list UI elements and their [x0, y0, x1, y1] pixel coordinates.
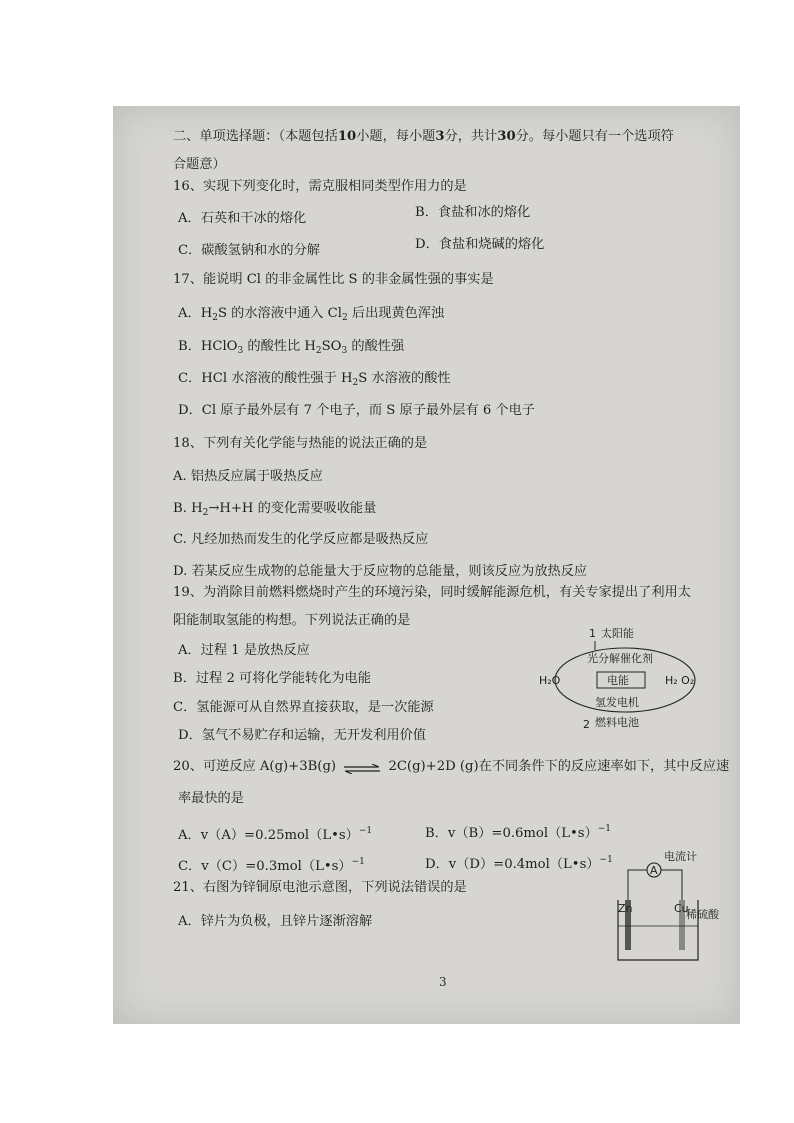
q19-option-a: A．过程 1 是放热反应 — [178, 643, 310, 658]
q19-stem-cont: 阳能制取氢能的构想。下列说法正确的是 — [173, 613, 411, 628]
wire-left — [628, 870, 647, 900]
q18-option-d: D. 若某反应生成物的总能量大于反应物的总能量，则该反应为放热反应 — [173, 564, 588, 579]
q20-stem: 20、可逆反应 A(g)+3B(g) 2C(g)+2D (g)在不同条件下的反应速率如下，其中反应速 — [173, 759, 730, 774]
q17-option-a: A．$H_2S$ 的水溶液中通入 $Cl_2$ 后出现黄色浑浊 — [178, 306, 445, 323]
zinc-label: Zn — [618, 902, 633, 915]
wire-right — [661, 870, 682, 900]
q20-option-a: A．v（A）=0.25mol（L•s）$^{-1}$ — [178, 826, 373, 843]
process-1-label: 1 — [589, 627, 596, 640]
galvanometer-label: 电流计 — [664, 850, 697, 863]
equilibrium-arrow-icon — [342, 762, 382, 772]
q17-stem: 17、能说明 Cl 的非金属性比 S 的非金属性强的事实是 — [173, 272, 494, 287]
q21-stem: 21、右图为锌铜原电池示意图，下列说法错误的是 — [173, 880, 467, 895]
q20-option-b: B．v（B）=0.6mol（L•s）$^{-1}$ — [425, 824, 612, 841]
catalyst-label: 光分解催化剂 — [587, 652, 653, 665]
acid-label: 稀硫酸 — [686, 908, 719, 921]
q21-option-a: A．锌片为负极，且锌片逐渐溶解 — [178, 914, 373, 929]
copper-label: Cu — [674, 902, 689, 915]
q16-stem: 16、实现下列变化时，需克服相同类型作用力的是 — [173, 179, 467, 194]
galvanometer-symbol: A — [650, 864, 658, 877]
q16-option-a: A．石英和干冰的熔化 — [178, 211, 307, 226]
q19-option-d: D．氢气不易贮存和运输，无开发利用价值 — [178, 728, 426, 743]
hydrogen-oxygen-label: H₂ O₂ — [665, 674, 695, 687]
solar-hydrogen-cycle-diagram — [535, 622, 715, 762]
q17-option-b: B．HClO$_3$ 的酸性比 $H_2SO_3$ 的酸性强 — [178, 339, 405, 356]
q19-stem: 19、为消除目前燃料燃烧时产生的环境污染，同时缓解能源危机，有关专家提出了利用太 — [173, 585, 691, 600]
electric-energy-label: 电能 — [607, 674, 629, 687]
process-2-label: 2 — [583, 718, 590, 731]
solar-energy-label: 太阳能 — [601, 627, 634, 640]
q19-option-b: B．过程 2 可将化学能转化为电能 — [173, 671, 371, 686]
q18-option-a: A. 铝热反应属于吸热反应 — [173, 469, 323, 484]
zinc-copper-cell-diagram — [612, 848, 722, 968]
q16-option-b: B．食盐和冰的熔化 — [415, 205, 531, 220]
page-number: 3 — [439, 975, 447, 989]
q18-option-b: B. $H_2\to H+H$ 的变化需要吸收能量 — [173, 501, 377, 518]
q19-option-c: C．氢能源可从自然界直接获取，是一次能源 — [173, 700, 434, 715]
section-heading: 二、单项选择题：（本题包括10小题，每小题3分，共计30分。每小题只有一个选项符 — [173, 129, 674, 144]
fuel-cell-label: 燃料电池 — [595, 716, 639, 729]
q18-option-c: C. 凡经加热而发生的化学反应都是吸热反应 — [173, 532, 429, 547]
q20-option-c: C．v（C）=0.3mol（L•s）$^{-1}$ — [178, 857, 365, 874]
section-heading-cont: 合题意） — [173, 157, 226, 172]
q20-stem-cont: 率最快的是 — [178, 791, 244, 806]
water-label: H₂O — [539, 674, 561, 687]
q16-option-d: D．食盐和烧碱的熔化 — [415, 237, 545, 252]
q17-option-c: C．HCl 水溶液的酸性强于 $H_2S$ 水溶液的酸性 — [178, 371, 451, 388]
q16-option-c: C．碳酸氢钠和水的分解 — [178, 243, 320, 258]
generator-label: 氢发电机 — [595, 696, 639, 709]
q20-option-d: D．v（D）=0.4mol（L•s）$^{-1}$ — [425, 855, 613, 872]
q17-option-d: D．Cl 原子最外层有 7 个电子，而 S 原子最外层有 6 个电子 — [178, 403, 535, 418]
q18-stem: 18、下列有关化学能与热能的说法正确的是 — [173, 436, 428, 451]
